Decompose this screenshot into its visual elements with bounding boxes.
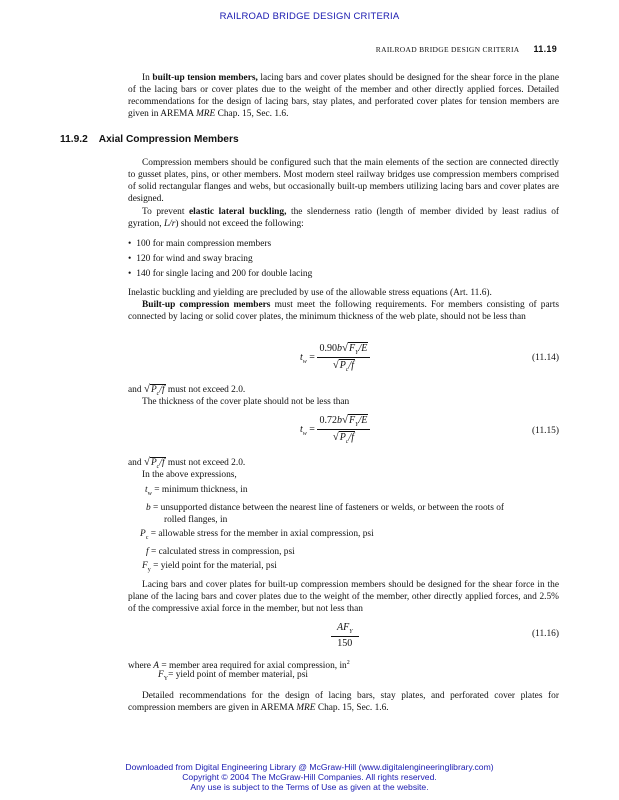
where-clause: where A = member area required for axial compression, $in^2$ xyxy=(128,660,350,672)
section-heading xyxy=(60,134,239,145)
paragraph-built-up-compression: Built-up compression members must meet the following requirements. For members consisting of parts connected by lacing or solid cover plates, the minimum thickness of the web plate, should not be less than xyxy=(128,300,559,323)
definition-item: $t_w$ = minimum thickness, in xyxy=(145,485,248,497)
footer-download-notice: Downloaded from Digital Engineering Library @ McGraw-Hill (www.digitalengineeringlibrary.com) xyxy=(125,762,494,772)
equation-number: (11.16) xyxy=(532,629,559,639)
paragraph-detailed-recommendations: Detailed recommendations for the design of lacing bars, stay plates, and perforated cover plates for compression members are given in AREMA MRE Chap. 15, Sec. 1.6. xyxy=(128,691,559,714)
equation-11-16: $\frac{AF_Y}{150}$ xyxy=(331,622,359,649)
condition-line: and $√P_c/f$ must not exceed 2.0. xyxy=(128,456,246,470)
paragraph-prevent-buckling: To prevent elastic lateral buckling, the slenderness ratio (length of member divided by least radius of gyration, L/r) should not exceed the following: xyxy=(128,207,560,230)
paragraph-tension-members: In built-up tension members, lacing bars and cover plates should be designed for the shear force in the plane of the lacing bars or cover plates due to the weight of the member and other directly applied forces. Detailed recommendations for the design of lacing bars, stay plates, and perforated cover plates for tension members are given in AREMA MRE Chap. 15, Sec. 1.6. xyxy=(128,73,559,120)
running-head-title: RAILROAD BRIDGE DESIGN CRITERIA xyxy=(375,45,520,54)
equation-11-15: $t_w$ = $\frac{0.72b√F_Y/E}{√P_c/f}$ xyxy=(300,414,370,445)
footer-terms: Any use is subject to the Terms of Use as given at the website. xyxy=(190,782,429,792)
running-head xyxy=(376,44,557,54)
list-item: • 140 for single lacing and 200 for double lacing xyxy=(128,267,312,282)
paragraph-inelastic: Inelastic buckling and yielding are precluded by use of the allowable stress equations (Art. 11.6). xyxy=(128,288,492,298)
page-number: 11.19 xyxy=(533,44,557,54)
condition-line: and $√P_c/f$ must not exceed 2.0. xyxy=(128,383,246,397)
footer-copyright: Copyright © 2004 The McGraw-Hill Companies. All rights reserved. xyxy=(182,772,437,782)
paragraph-above-expressions: In the above expressions, xyxy=(142,470,237,480)
definition-item: f = calculated stress in compression, psi xyxy=(146,546,295,557)
section-number: 11.9.2 xyxy=(60,134,88,145)
paragraph-lacing-bars: Lacing bars and cover plates for built-up compression members should be designed for the shear force in the plane of the lacing bars and cover plates due to the weight of the member, other directly applied forces, and 2.5% of the compressive axial force in the member, but not less than xyxy=(128,580,559,615)
equation-11-14: $t_w$ = $\frac{0.90b√F_Y/E}{√P_c/f}$ xyxy=(300,342,370,373)
section-title: Axial Compression Members xyxy=(98,134,239,145)
equation-number: (11.15) xyxy=(532,426,559,436)
list-item: • 120 for wind and sway bracing xyxy=(128,252,312,267)
definition-item: b = unsupported distance between the nearest line of fasteners or welds, or between the roots of xyxy=(146,502,505,513)
paragraph-configuration: Compression members should be configured such that the main elements of the section are connected directly to gusset plates, pins, or other members. Most modern steel railway bridges use compression members comprised of solid rectangular flanges and webs, but occasionally built-up members utilizing lacing bars and cover plates are designed. xyxy=(128,158,559,205)
list-item: • 100 for main compression members xyxy=(128,237,312,252)
definition-item: $F_y$ = yield point for the material, psi xyxy=(142,560,277,573)
document-banner: RAILROAD BRIDGE DESIGN CRITERIA xyxy=(219,11,400,22)
definition-item: $P_c$ = allowable stress for the member in axial compression, psi xyxy=(140,528,374,541)
definition-continuation: rolled flanges, in xyxy=(164,514,228,525)
where-clause-second: $F_Y=$ yield point of member material, psi xyxy=(158,670,308,682)
equation-number: (11.14) xyxy=(532,353,559,363)
variable-definitions xyxy=(140,483,504,577)
paragraph-cover-plate: The thickness of the cover plate should not be less than xyxy=(142,397,350,407)
slenderness-limit-list xyxy=(128,237,312,282)
